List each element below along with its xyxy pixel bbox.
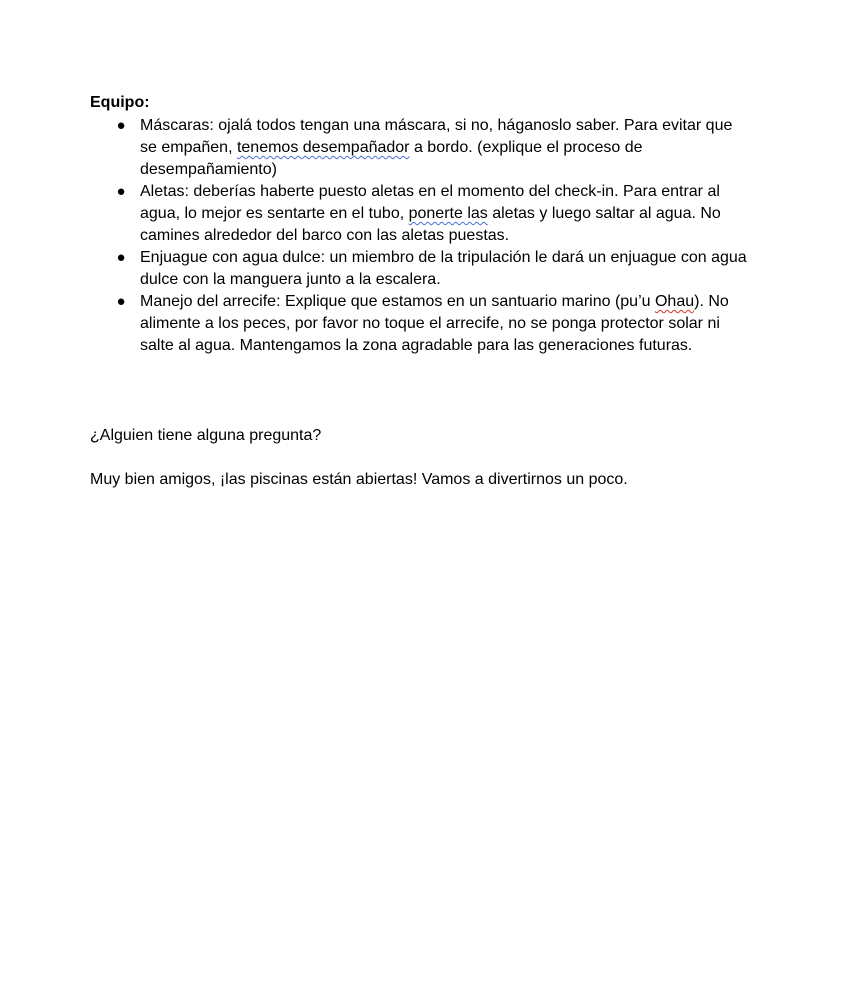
list-item-enjuague	[90, 247, 750, 291]
list-item-aletas	[90, 181, 750, 247]
closing-paragraph: Muy bien amigos, ¡las piscinas están abiertas! Vamos a divertirnos un poco.	[90, 471, 628, 488]
section-heading: Equipo:	[90, 94, 150, 111]
item-text: Máscaras: ojalá todos tengan una máscara, si no, háganoslo saber. Para evitar que se empañen,	[140, 117, 733, 156]
question-paragraph: ¿Alguien tiene alguna pregunta?	[90, 427, 322, 444]
item-text: Aletas: deberías haberte puesto aletas en el momento del check-in. Para entrar al agua, lo mejor es sentarte en el tubo,	[140, 183, 720, 222]
bullet-icon: ●	[116, 249, 126, 266]
bullet-icon: ●	[116, 183, 126, 200]
equipment-list	[90, 115, 750, 357]
item-text: Manejo del arrecife: Explique que estamos en un santuario marino (pu’u	[140, 293, 655, 310]
list-item-arrecife	[90, 291, 750, 357]
item-text: ). No alimente a los peces, por favor no toque el arrecife, no se ponga protector solar ni salte al agua. Mantengamos la zona agradable para las generaciones futuras.	[140, 293, 729, 354]
bullet-icon: ●	[116, 293, 126, 310]
grammar-flagged-text[interactable]: ponerte las	[408, 205, 488, 222]
grammar-flagged-text[interactable]: tenemos desempañador	[236, 139, 410, 156]
item-text: aletas y luego saltar al agua. No camines alrededor del barco con las aletas puestas.	[140, 205, 721, 244]
equipment-section	[90, 93, 750, 357]
list-item-mascaras	[90, 115, 750, 181]
item-text: a bordo. (explique el proceso de desempañamiento)	[140, 139, 643, 178]
spelling-flagged-text[interactable]: Ohau	[654, 293, 695, 310]
item-text: Enjuague con agua dulce: un miembro de la tripulación le dará un enjuague con agua dulce con la manguera junto a la escalera.	[140, 249, 747, 288]
bullet-icon: ●	[116, 117, 126, 134]
